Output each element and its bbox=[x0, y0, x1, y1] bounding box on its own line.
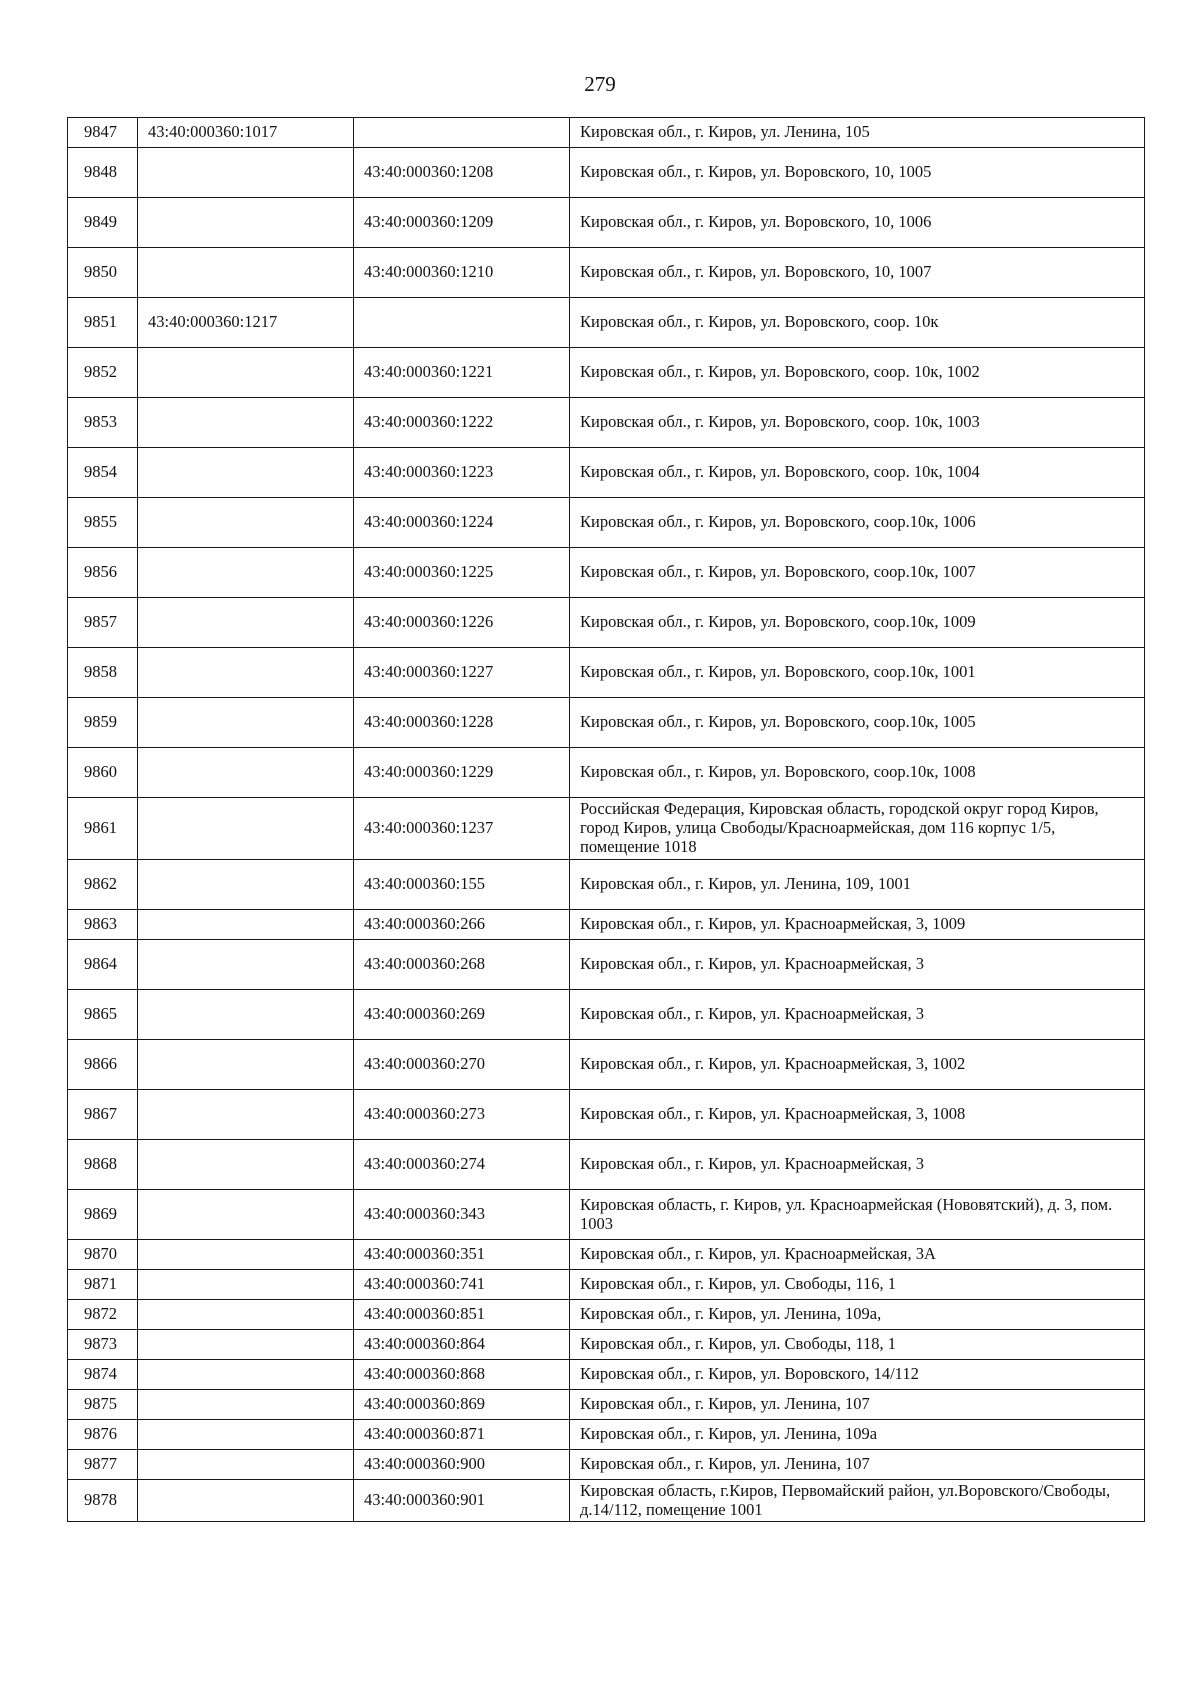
address-cell: Кировская обл., г. Киров, ул. Воровского, соор.10к, 1005 bbox=[570, 698, 1145, 748]
row-number-cell: 9852 bbox=[68, 348, 138, 398]
object-cadastral-number-cell: 43:40:000360:741 bbox=[354, 1270, 570, 1300]
land-cadastral-number-cell bbox=[138, 1390, 354, 1420]
table-row bbox=[68, 1390, 1145, 1420]
address-cell: Кировская обл., г. Киров, ул. Воровского, 14/112 bbox=[570, 1360, 1145, 1390]
address-cell: Кировская обл., г. Киров, ул. Красноармейская, 3, 1002 bbox=[570, 1040, 1145, 1090]
object-cadastral-number-cell: 43:40:000360:1227 bbox=[354, 648, 570, 698]
object-cadastral-number-cell: 43:40:000360:155 bbox=[354, 860, 570, 910]
address-cell: Кировская область, г.Киров, Первомайский район, ул.Воровского/Свободы, д.14/112, помещение 1001 bbox=[570, 1480, 1145, 1522]
land-cadastral-number-cell bbox=[138, 648, 354, 698]
table-row bbox=[68, 1480, 1145, 1522]
row-number-cell: 9871 bbox=[68, 1270, 138, 1300]
land-cadastral-number-cell: 43:40:000360:1217 bbox=[138, 298, 354, 348]
object-cadastral-number-cell: 43:40:000360:1223 bbox=[354, 448, 570, 498]
table-row bbox=[68, 1450, 1145, 1480]
address-cell: Кировская обл., г. Киров, ул. Красноармейская, 3 bbox=[570, 1140, 1145, 1190]
address-cell: Кировская обл., г. Киров, ул. Свободы, 118, 1 bbox=[570, 1330, 1145, 1360]
object-cadastral-number-cell: 43:40:000360:900 bbox=[354, 1450, 570, 1480]
land-cadastral-number-cell bbox=[138, 860, 354, 910]
object-cadastral-number-cell: 43:40:000360:1237 bbox=[354, 798, 570, 860]
object-cadastral-number-cell: 43:40:000360:1228 bbox=[354, 698, 570, 748]
land-cadastral-number-cell bbox=[138, 1040, 354, 1090]
address-cell: Кировская обл., г. Киров, ул. Воровского, соор. 10к bbox=[570, 298, 1145, 348]
address-cell: Кировская обл., г. Киров, ул. Воровского, соор.10к, 1001 bbox=[570, 648, 1145, 698]
row-number-cell: 9862 bbox=[68, 860, 138, 910]
address-cell: Кировская обл., г. Киров, ул. Ленина, 109а bbox=[570, 1420, 1145, 1450]
table-row bbox=[68, 148, 1145, 198]
table-row bbox=[68, 860, 1145, 910]
address-cell: Кировская обл., г. Киров, ул. Воровского, соор.10к, 1006 bbox=[570, 498, 1145, 548]
table-row bbox=[68, 348, 1145, 398]
land-cadastral-number-cell bbox=[138, 148, 354, 198]
object-cadastral-number-cell: 43:40:000360:273 bbox=[354, 1090, 570, 1140]
row-number-cell: 9855 bbox=[68, 498, 138, 548]
table-row bbox=[68, 1270, 1145, 1300]
address-cell: Кировская обл., г. Киров, ул. Ленина, 107 bbox=[570, 1390, 1145, 1420]
object-cadastral-number-cell: 43:40:000360:1221 bbox=[354, 348, 570, 398]
row-number-cell: 9874 bbox=[68, 1360, 138, 1390]
object-cadastral-number-cell: 43:40:000360:851 bbox=[354, 1300, 570, 1330]
object-cadastral-number-cell: 43:40:000360:270 bbox=[354, 1040, 570, 1090]
row-number-cell: 9851 bbox=[68, 298, 138, 348]
land-cadastral-number-cell bbox=[138, 1330, 354, 1360]
land-cadastral-number-cell bbox=[138, 1240, 354, 1270]
row-number-cell: 9861 bbox=[68, 798, 138, 860]
address-cell: Российская Федерация, Кировская область, городской округ город Киров, город Киров, улица Свободы/Красноармейская, дом 116 корпус 1/5, помещение 1018 bbox=[570, 798, 1145, 860]
land-cadastral-number-cell bbox=[138, 398, 354, 448]
object-cadastral-number-cell: 43:40:000360:901 bbox=[354, 1480, 570, 1522]
land-cadastral-number-cell bbox=[138, 598, 354, 648]
object-cadastral-number-cell bbox=[354, 298, 570, 348]
address-cell: Кировская обл., г. Киров, ул. Красноармейская, 3 bbox=[570, 990, 1145, 1040]
land-cadastral-number-cell bbox=[138, 1420, 354, 1450]
table-row bbox=[68, 1240, 1145, 1270]
address-cell: Кировская обл., г. Киров, ул. Ленина, 105 bbox=[570, 118, 1145, 148]
property-register-table bbox=[67, 117, 1145, 1522]
table-row bbox=[68, 1190, 1145, 1240]
table-row bbox=[68, 1330, 1145, 1360]
row-number-cell: 9849 bbox=[68, 198, 138, 248]
row-number-cell: 9869 bbox=[68, 1190, 138, 1240]
row-number-cell: 9867 bbox=[68, 1090, 138, 1140]
table-row bbox=[68, 698, 1145, 748]
table-row bbox=[68, 548, 1145, 598]
land-cadastral-number-cell bbox=[138, 448, 354, 498]
address-cell: Кировская обл., г. Киров, ул. Красноармейская, 3А bbox=[570, 1240, 1145, 1270]
address-cell: Кировская обл., г. Киров, ул. Воровского, соор.10к, 1007 bbox=[570, 548, 1145, 598]
row-number-cell: 9876 bbox=[68, 1420, 138, 1450]
land-cadastral-number-cell bbox=[138, 348, 354, 398]
object-cadastral-number-cell: 43:40:000360:351 bbox=[354, 1240, 570, 1270]
address-cell: Кировская обл., г. Киров, ул. Красноармейская, 3, 1008 bbox=[570, 1090, 1145, 1140]
object-cadastral-number-cell: 43:40:000360:1224 bbox=[354, 498, 570, 548]
address-cell: Кировская обл., г. Киров, ул. Воровского, 10, 1007 bbox=[570, 248, 1145, 298]
object-cadastral-number-cell: 43:40:000360:1209 bbox=[354, 198, 570, 248]
row-number-cell: 9863 bbox=[68, 910, 138, 940]
address-cell: Кировская обл., г. Киров, ул. Воровского, 10, 1006 bbox=[570, 198, 1145, 248]
object-cadastral-number-cell: 43:40:000360:266 bbox=[354, 910, 570, 940]
land-cadastral-number-cell bbox=[138, 198, 354, 248]
address-cell: Кировская обл., г. Киров, ул. Ленина, 107 bbox=[570, 1450, 1145, 1480]
object-cadastral-number-cell: 43:40:000360:1225 bbox=[354, 548, 570, 598]
table-row bbox=[68, 248, 1145, 298]
table-row bbox=[68, 990, 1145, 1040]
table-row bbox=[68, 398, 1145, 448]
address-cell: Кировская обл., г. Киров, ул. Воровского, соор. 10к, 1002 bbox=[570, 348, 1145, 398]
land-cadastral-number-cell bbox=[138, 1270, 354, 1300]
object-cadastral-number-cell: 43:40:000360:1208 bbox=[354, 148, 570, 198]
row-number-cell: 9848 bbox=[68, 148, 138, 198]
land-cadastral-number-cell bbox=[138, 940, 354, 990]
table-row bbox=[68, 1040, 1145, 1090]
land-cadastral-number-cell bbox=[138, 990, 354, 1040]
row-number-cell: 9847 bbox=[68, 118, 138, 148]
land-cadastral-number-cell bbox=[138, 1190, 354, 1240]
object-cadastral-number-cell: 43:40:000360:869 bbox=[354, 1390, 570, 1420]
row-number-cell: 9878 bbox=[68, 1480, 138, 1522]
object-cadastral-number-cell: 43:40:000360:269 bbox=[354, 990, 570, 1040]
row-number-cell: 9857 bbox=[68, 598, 138, 648]
row-number-cell: 9856 bbox=[68, 548, 138, 598]
table-row bbox=[68, 1140, 1145, 1190]
row-number-cell: 9859 bbox=[68, 698, 138, 748]
table-row bbox=[68, 1420, 1145, 1450]
row-number-cell: 9850 bbox=[68, 248, 138, 298]
row-number-cell: 9858 bbox=[68, 648, 138, 698]
object-cadastral-number-cell: 43:40:000360:868 bbox=[354, 1360, 570, 1390]
address-cell: Кировская обл., г. Киров, ул. Ленина, 109, 1001 bbox=[570, 860, 1145, 910]
object-cadastral-number-cell: 43:40:000360:1210 bbox=[354, 248, 570, 298]
address-cell: Кировская обл., г. Киров, ул. Воровского, соор.10к, 1009 bbox=[570, 598, 1145, 648]
row-number-cell: 9873 bbox=[68, 1330, 138, 1360]
row-number-cell: 9870 bbox=[68, 1240, 138, 1270]
land-cadastral-number-cell bbox=[138, 698, 354, 748]
land-cadastral-number-cell bbox=[138, 548, 354, 598]
table-row bbox=[68, 448, 1145, 498]
object-cadastral-number-cell bbox=[354, 118, 570, 148]
row-number-cell: 9868 bbox=[68, 1140, 138, 1190]
table-row bbox=[68, 910, 1145, 940]
object-cadastral-number-cell: 43:40:000360:268 bbox=[354, 940, 570, 990]
land-cadastral-number-cell bbox=[138, 1140, 354, 1190]
table-row bbox=[68, 1090, 1145, 1140]
table-row bbox=[68, 198, 1145, 248]
address-cell: Кировская обл., г. Киров, ул. Красноармейская, 3, 1009 bbox=[570, 910, 1145, 940]
row-number-cell: 9860 bbox=[68, 748, 138, 798]
row-number-cell: 9865 bbox=[68, 990, 138, 1040]
row-number-cell: 9877 bbox=[68, 1450, 138, 1480]
address-cell: Кировская область, г. Киров, ул. Красноармейская (Нововятский), д. 3, пом. 1003 bbox=[570, 1190, 1145, 1240]
land-cadastral-number-cell bbox=[138, 498, 354, 548]
land-cadastral-number-cell bbox=[138, 1360, 354, 1390]
land-cadastral-number-cell bbox=[138, 1300, 354, 1330]
object-cadastral-number-cell: 43:40:000360:1226 bbox=[354, 598, 570, 648]
table-row bbox=[68, 1360, 1145, 1390]
table-row bbox=[68, 598, 1145, 648]
page-number: 279 bbox=[584, 72, 616, 96]
land-cadastral-number-cell bbox=[138, 1450, 354, 1480]
object-cadastral-number-cell: 43:40:000360:1222 bbox=[354, 398, 570, 448]
table-row bbox=[68, 118, 1145, 148]
land-cadastral-number-cell bbox=[138, 748, 354, 798]
land-cadastral-number-cell bbox=[138, 1090, 354, 1140]
table-row bbox=[68, 498, 1145, 548]
row-number-cell: 9853 bbox=[68, 398, 138, 448]
object-cadastral-number-cell: 43:40:000360:864 bbox=[354, 1330, 570, 1360]
address-cell: Кировская обл., г. Киров, ул. Красноармейская, 3 bbox=[570, 940, 1145, 990]
table-row bbox=[68, 648, 1145, 698]
land-cadastral-number-cell bbox=[138, 798, 354, 860]
table-row bbox=[68, 1300, 1145, 1330]
address-cell: Кировская обл., г. Киров, ул. Воровского, соор. 10к, 1004 bbox=[570, 448, 1145, 498]
address-cell: Кировская обл., г. Киров, ул. Воровского, соор. 10к, 1003 bbox=[570, 398, 1145, 448]
object-cadastral-number-cell: 43:40:000360:343 bbox=[354, 1190, 570, 1240]
object-cadastral-number-cell: 43:40:000360:871 bbox=[354, 1420, 570, 1450]
row-number-cell: 9875 bbox=[68, 1390, 138, 1420]
address-cell: Кировская обл., г. Киров, ул. Воровского, соор.10к, 1008 bbox=[570, 748, 1145, 798]
address-cell: Кировская обл., г. Киров, ул. Воровского, 10, 1005 bbox=[570, 148, 1145, 198]
address-cell: Кировская обл., г. Киров, ул. Ленина, 109а, bbox=[570, 1300, 1145, 1330]
row-number-cell: 9864 bbox=[68, 940, 138, 990]
table-row bbox=[68, 798, 1145, 860]
object-cadastral-number-cell: 43:40:000360:274 bbox=[354, 1140, 570, 1190]
land-cadastral-number-cell bbox=[138, 1480, 354, 1522]
table-row bbox=[68, 748, 1145, 798]
row-number-cell: 9854 bbox=[68, 448, 138, 498]
land-cadastral-number-cell: 43:40:000360:1017 bbox=[138, 118, 354, 148]
table-row bbox=[68, 940, 1145, 990]
table-row bbox=[68, 298, 1145, 348]
land-cadastral-number-cell bbox=[138, 910, 354, 940]
row-number-cell: 9872 bbox=[68, 1300, 138, 1330]
address-cell: Кировская обл., г. Киров, ул. Свободы, 116, 1 bbox=[570, 1270, 1145, 1300]
object-cadastral-number-cell: 43:40:000360:1229 bbox=[354, 748, 570, 798]
row-number-cell: 9866 bbox=[68, 1040, 138, 1090]
land-cadastral-number-cell bbox=[138, 248, 354, 298]
